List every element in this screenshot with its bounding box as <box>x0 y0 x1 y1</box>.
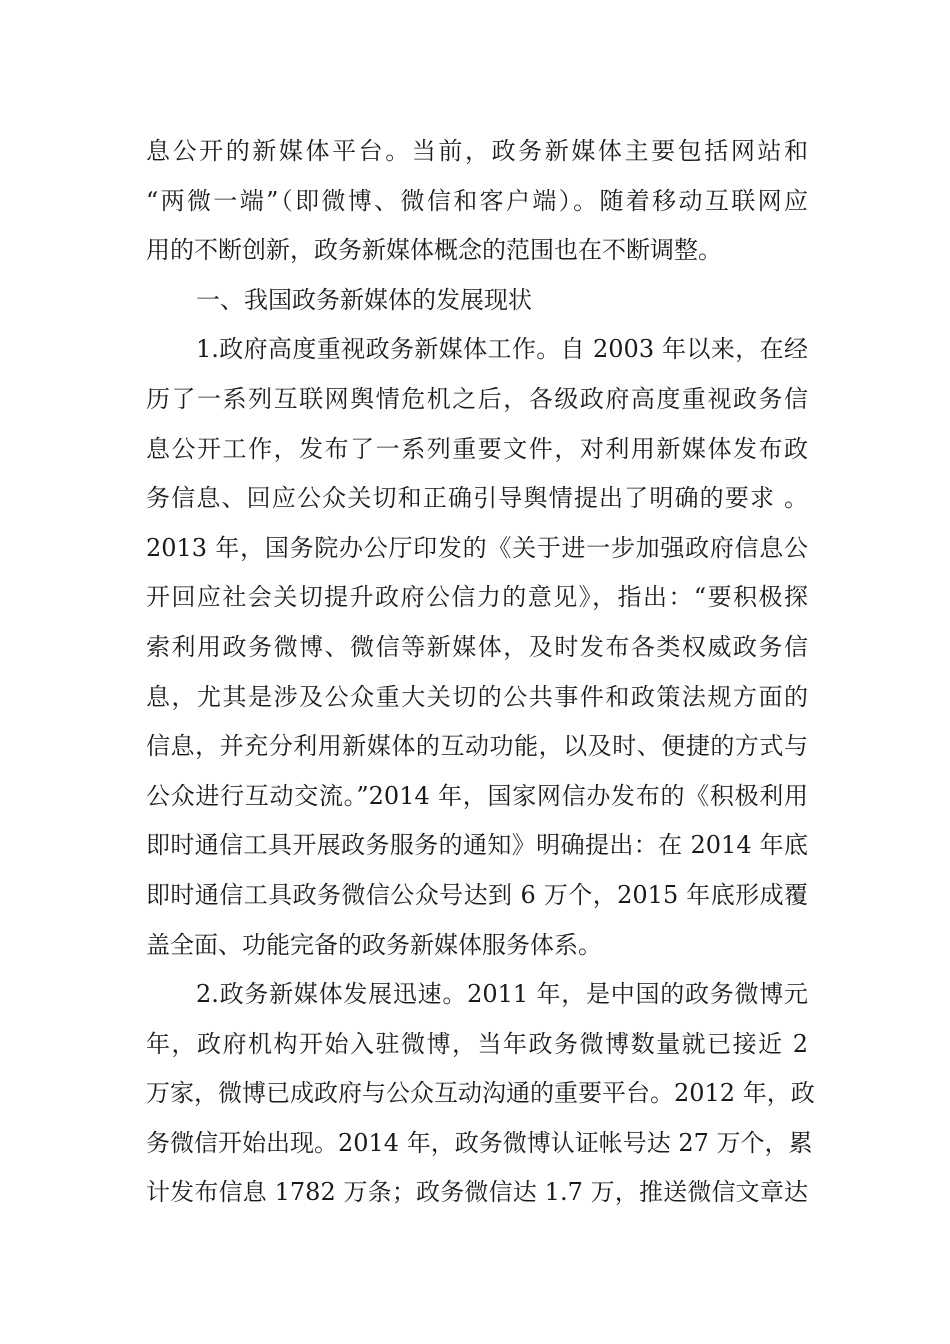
section-heading: 一、我国政务新媒体的发展现状 <box>196 285 532 314</box>
text-line: 计发布信息 1782 万条；政务微信达 1.7 万，推送微信文章达 <box>146 1178 808 1207</box>
text-line: “两微一端”（即微博、微信和客户端）。随着移动互联网应 <box>146 186 808 215</box>
text-line: 即时通信工具开展政务服务的通知》明确提出：在 2014 年底 <box>146 831 808 860</box>
text-line: 息，尤其是涉及公众重大关切的公共事件和政策法规方面的 <box>146 682 808 711</box>
text-line: 1.政府高度重视政务新媒体工作。自 2003 年以来，在经 <box>196 335 808 364</box>
text-line: 2013 年，国务院办公厅印发的《关于进一步加强政府信息公 <box>146 533 808 562</box>
body-text <box>146 127 815 1218</box>
text-line: 索利用政务微博、微信等新媒体，及时发布各类权威政务信 <box>146 632 808 661</box>
text-line: 息公开工作，发布了一系列重要文件，对利用新媒体发布政 <box>146 434 808 463</box>
text-line: 万家，微博已成政府与公众互动沟通的重要平台。2012 年，政 <box>146 1079 815 1108</box>
text-line: 年，政府机构开始入驻微博，当年政务微博数量就已接近 2 <box>146 1029 808 1058</box>
text-line: 盖全面、功能完备的政务新媒体服务体系。 <box>146 930 602 959</box>
text-line: 历了一系列互联网舆情危机之后，各级政府高度重视政务信 <box>146 384 808 413</box>
text-line: 务微信开始出现。2014 年，政务微博认证帐号达 27 万个，累 <box>146 1128 813 1157</box>
text-line: 2.政务新媒体发展迅速。2011 年，是中国的政务微博元 <box>196 980 808 1009</box>
text-line: 公众进行互动交流。”2014 年，国家网信办发布的《积极利用 <box>146 781 808 810</box>
text-line: 即时通信工具政务微信公众号达到 6 万个，2015 年底形成覆 <box>146 880 808 909</box>
text-line: 息公开的新媒体平台。当前，政务新媒体主要包括网站和 <box>146 137 808 165</box>
text-line: 开回应社会关切提升政府公信力的意见》，指出：“要积极探 <box>146 583 808 612</box>
text-line: 用的不断创新，政务新媒体概念的范围也在不断调整。 <box>146 236 722 265</box>
text-line: 信息，并充分利用新媒体的互动功能，以及时、便捷的方式与 <box>146 732 808 761</box>
text-line: 务信息、回应公众关切和正确引导舆情提出了明确的要求 。 <box>146 484 808 513</box>
